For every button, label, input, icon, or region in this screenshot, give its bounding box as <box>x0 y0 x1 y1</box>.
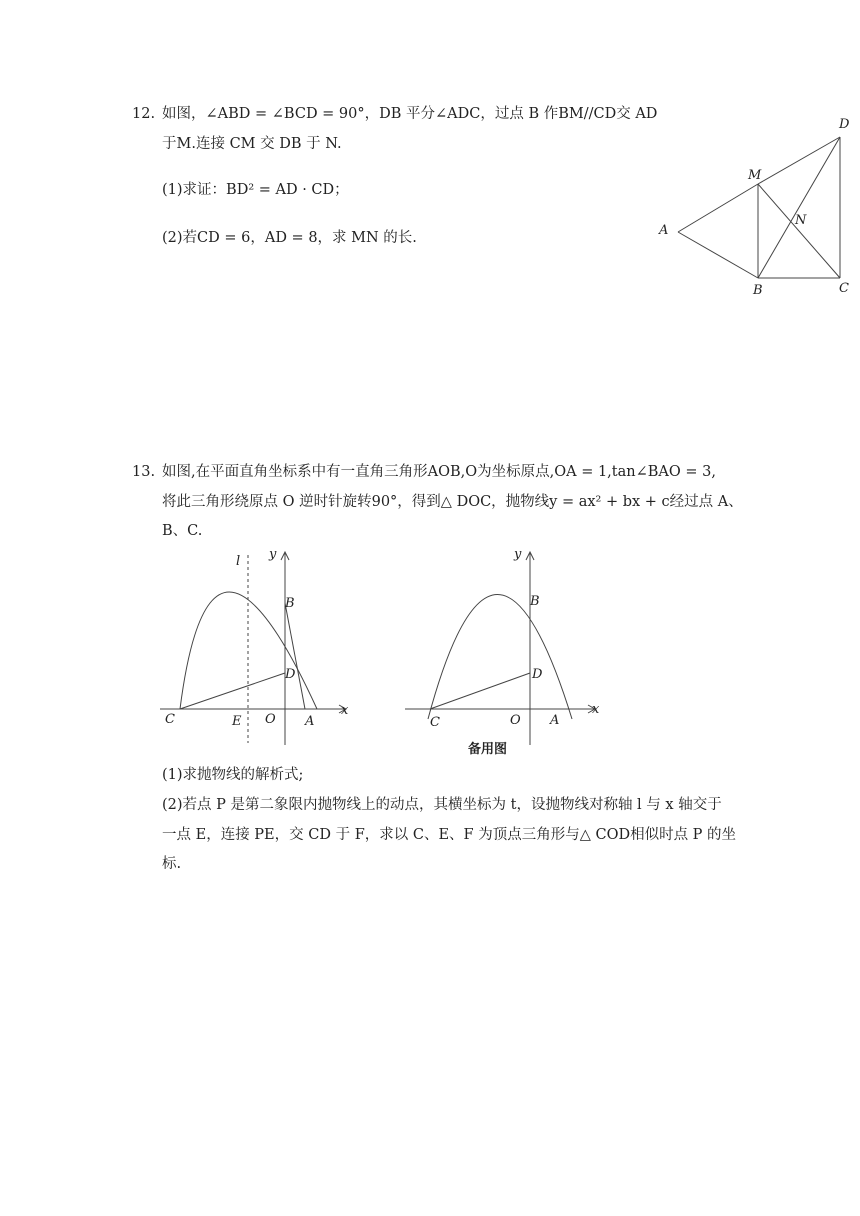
q13-part-2-line-3: 标. <box>162 856 182 872</box>
label-C: C <box>165 712 175 727</box>
label-l: l <box>236 554 241 569</box>
q13-number: 13. <box>132 464 156 480</box>
label-A: A <box>305 714 315 729</box>
label-A: A <box>659 223 669 238</box>
label-C: C <box>430 715 440 730</box>
label-B: B <box>753 283 763 298</box>
seg-MC <box>758 184 840 278</box>
q13-part-1: (1)求抛物线的解析式; <box>162 767 304 783</box>
label-C: C <box>839 281 849 296</box>
q13-line-2: 将此三角形绕原点 O 逆时针旋转90°，得到△ DOC，抛物线y = ax² + bx + c经过点 A、 <box>162 494 743 510</box>
seg-CD <box>430 673 530 709</box>
label-D: D <box>532 667 543 682</box>
q12-figure <box>655 112 855 302</box>
q12-line-1: 如图，∠ABD = ∠BCD = 90°，DB 平分∠ADC，过点 B 作BM//CD交 AD <box>162 106 658 122</box>
figure-2-caption: 备用图 <box>468 742 508 757</box>
label-O: O <box>265 712 276 727</box>
q13-part-2-line-2: 一点 E，连接 PE，交 CD 于 F，求以 C、E、F 为顶点三角形与△ COD相似时点 P 的坐 <box>162 827 737 843</box>
seg-AM <box>678 184 758 232</box>
q13-figure-2 <box>400 545 610 745</box>
q12-number: 12. <box>132 106 156 122</box>
q12-part-1: (1)求证：BD² = AD · CD； <box>162 182 349 198</box>
label-y: y <box>514 547 522 562</box>
q13-line-3: B、C. <box>162 523 203 539</box>
label-B: B <box>530 594 540 609</box>
q13-part-2-line-1: (2)若点 P 是第二象限内抛物线上的动点，其横坐标为 t，设抛物线对称轴 l 与 x 轴交于 <box>162 797 722 813</box>
label-B: B <box>285 596 295 611</box>
label-x: x <box>341 703 349 718</box>
q13-figure-1 <box>155 545 355 745</box>
seg-MD <box>758 137 840 184</box>
seg-BD <box>758 137 840 278</box>
label-D: D <box>839 117 850 132</box>
label-x: x <box>592 702 600 717</box>
label-O: O <box>510 713 521 728</box>
q12-part-2: (2)若CD = 6，AD = 8，求 MN 的长. <box>162 230 417 246</box>
seg-BA <box>285 603 305 709</box>
q12-line-2: 于M.连接 CM 交 DB 于 N. <box>162 136 342 152</box>
label-E: E <box>232 714 242 729</box>
label-D: D <box>285 667 296 682</box>
seg-CD <box>180 673 285 709</box>
label-y: y <box>269 547 277 562</box>
q13-line-1: 如图,在平面直角坐标系中有一直角三角形AOB,O为坐标原点,OA = 1,tan∠BAO = 3, <box>162 464 716 480</box>
label-A: A <box>550 713 560 728</box>
parabola <box>428 595 572 720</box>
seg-AB <box>678 232 758 278</box>
label-N: N <box>795 213 807 228</box>
label-M: M <box>748 168 762 183</box>
